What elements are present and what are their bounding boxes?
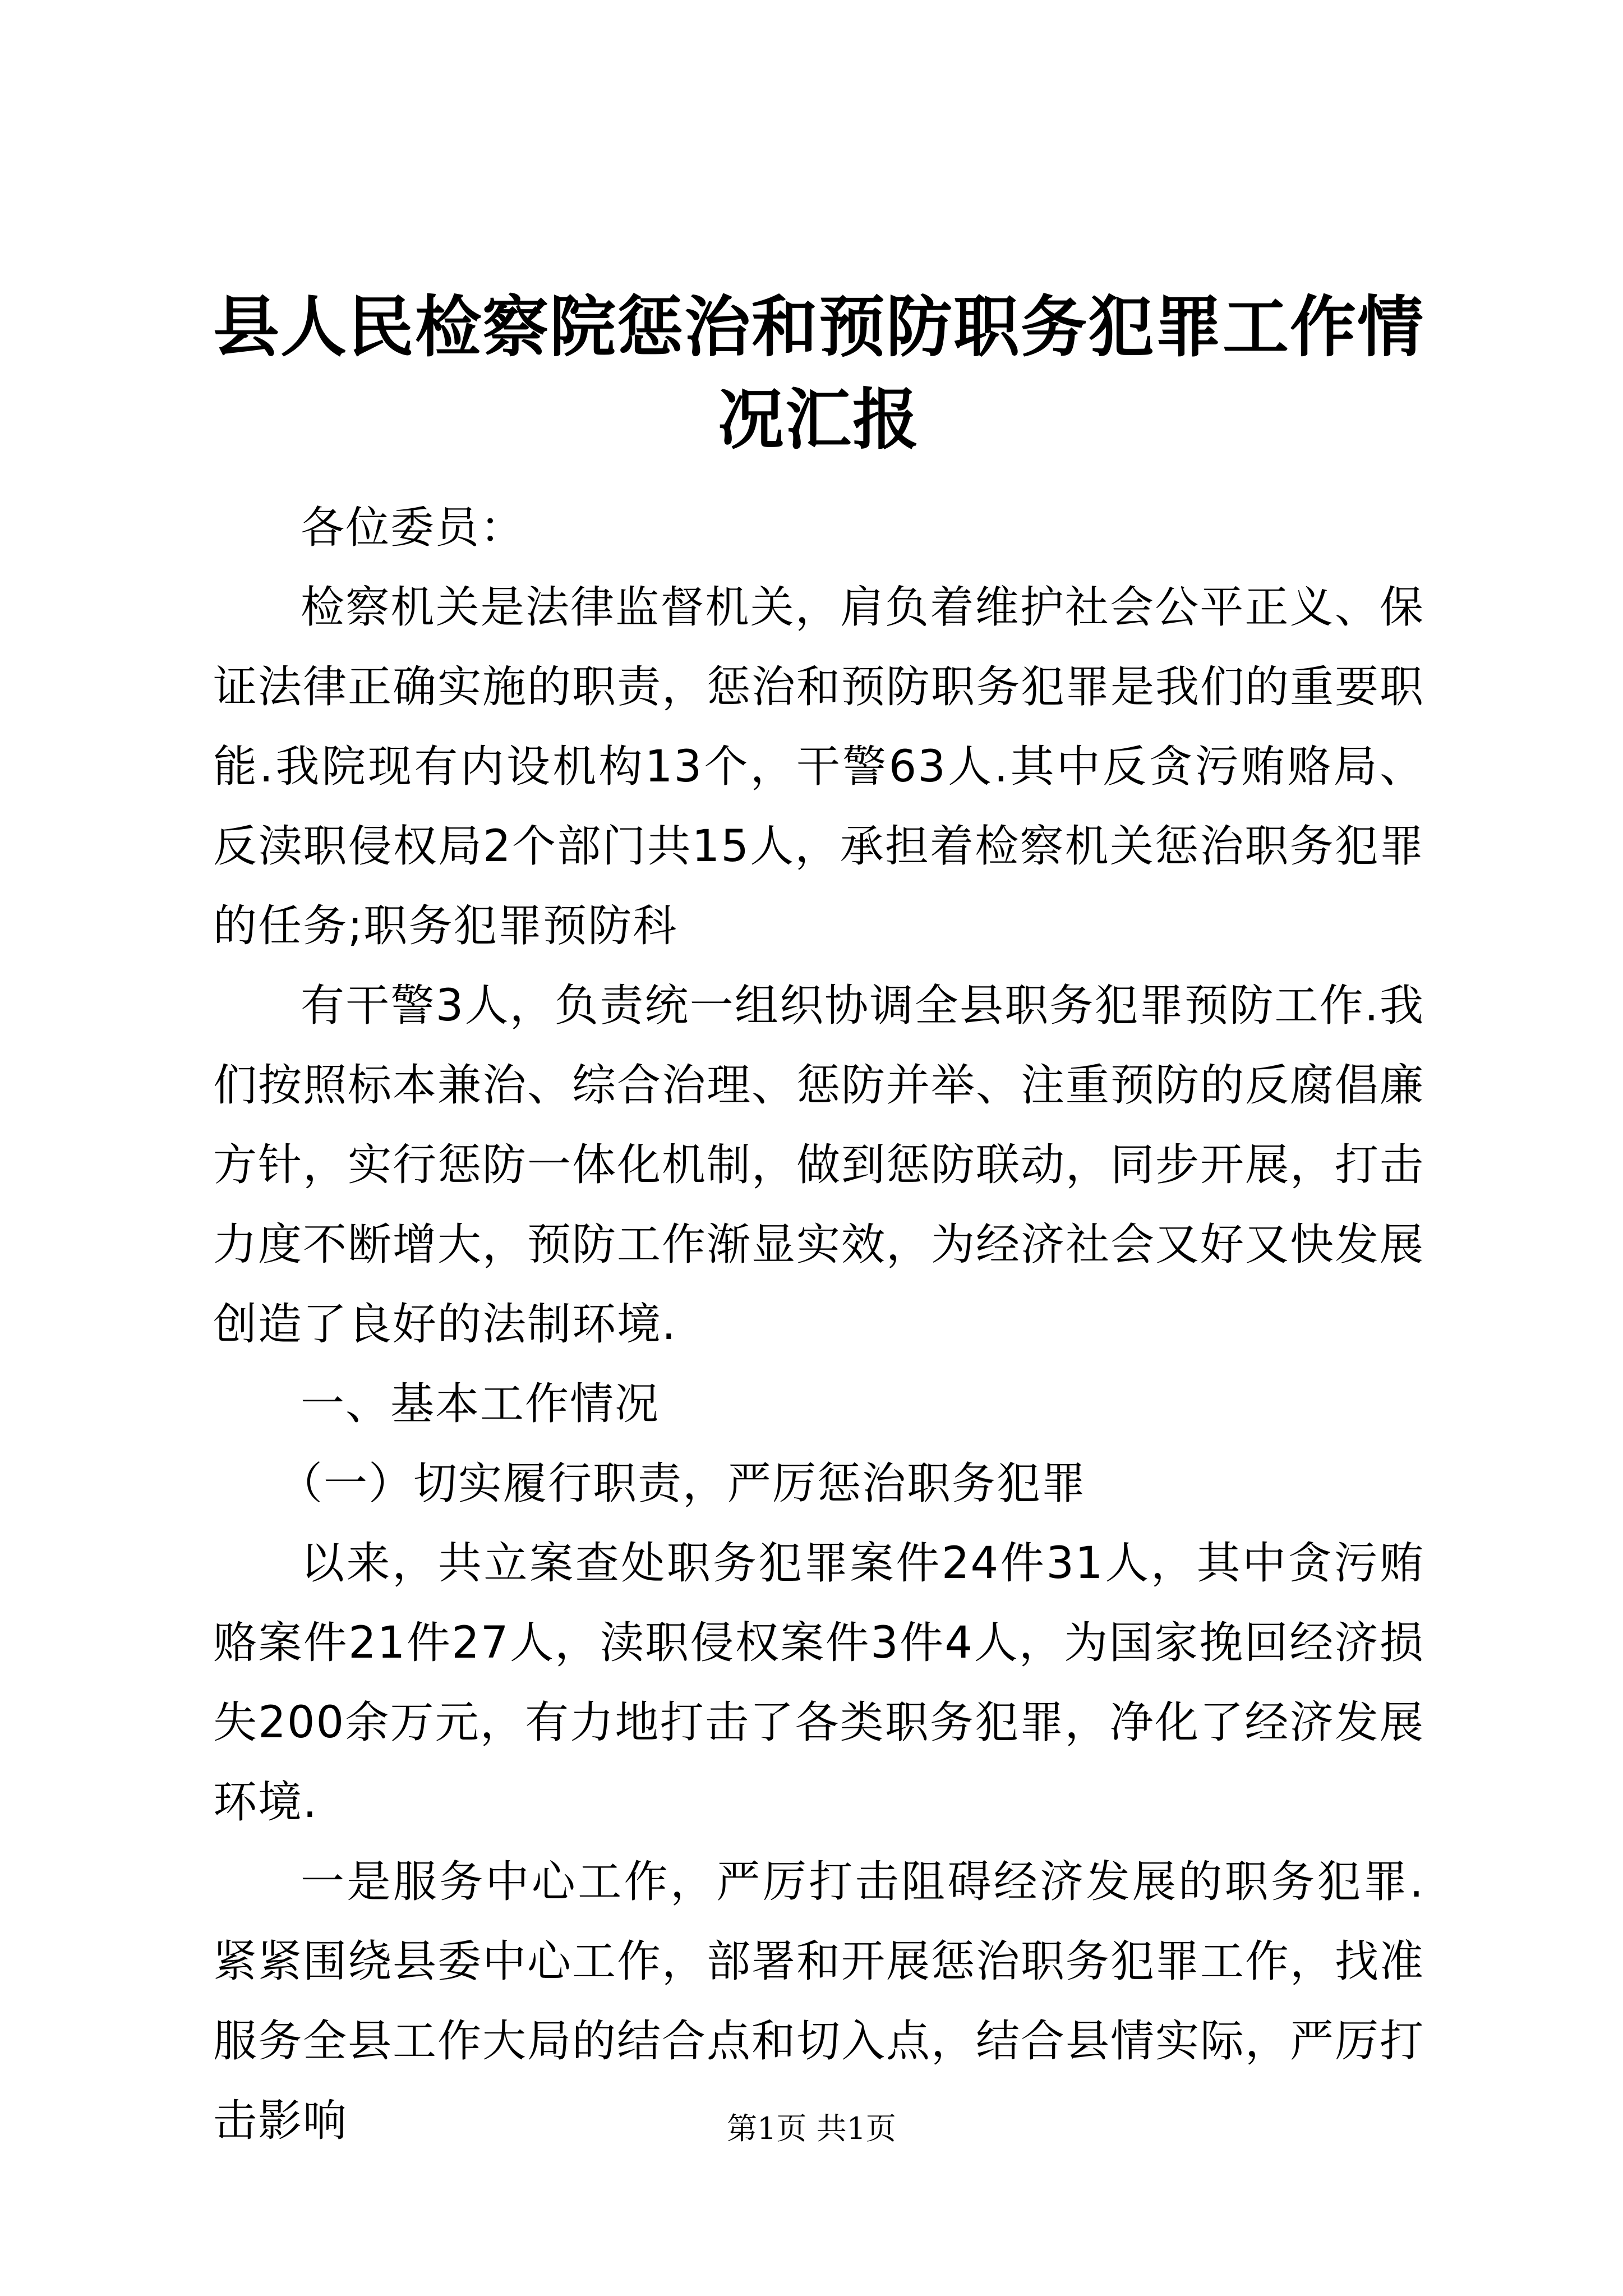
document-body xyxy=(213,488,1424,2161)
section-heading: 一、基本工作情况 xyxy=(301,1379,660,1429)
document-title: 县人民检察院惩治和预防职务犯罪工作情况汇报 xyxy=(213,288,1425,458)
body-paragraph: 以来，共立案查处职务犯罪案件24件31人，其中贪污贿赂案件21件27人，渎职侵权案件3件4人，为国家挽回经济损失200余万元，有力地打击了各类职务犯罪，净化了经济发展环境. xyxy=(213,1538,1424,1828)
subsection-heading: （一）切实履行职责，严厉惩治职务犯罪 xyxy=(279,1458,1087,1509)
body-paragraph: 一是服务中心工作，严厉打击阻碍经济发展的职务犯罪.紧紧围绕县委中心工作，部署和开展惩治职务犯罪工作，找准服务全县工作大局的结合点和切入点，结合县情实际，严厉打击影响 xyxy=(213,1857,1425,2146)
body-paragraph: 检察机关是法律监督机关，肩负着维护社会公平正义、保证法律正确实施的职责，惩治和预防职务犯罪是我们的重要职能.我院现有内设机构13个，干警63人.其中反贪污贿赂局、反渎职侵权局2个部门共15人，承担着检察机关惩治职务犯罪的任务;职务犯罪预防科 xyxy=(213,582,1425,951)
salutation-paragraph: 各位委员： xyxy=(301,503,525,553)
body-paragraph: 有干警3人，负责统一组织协调全县职务犯罪预防工作.我们按照标本兼治、综合治理、惩防并举、注重预防的反腐倡廉方针，实行惩防一体化机制，做到惩防联动，同步开展，打击力度不断增大，预防工作渐显实效，为经济社会又好又快发展创造了良好的法制环境. xyxy=(213,981,1425,1350)
page-footer: 第1页 共1页 xyxy=(727,2111,896,2146)
